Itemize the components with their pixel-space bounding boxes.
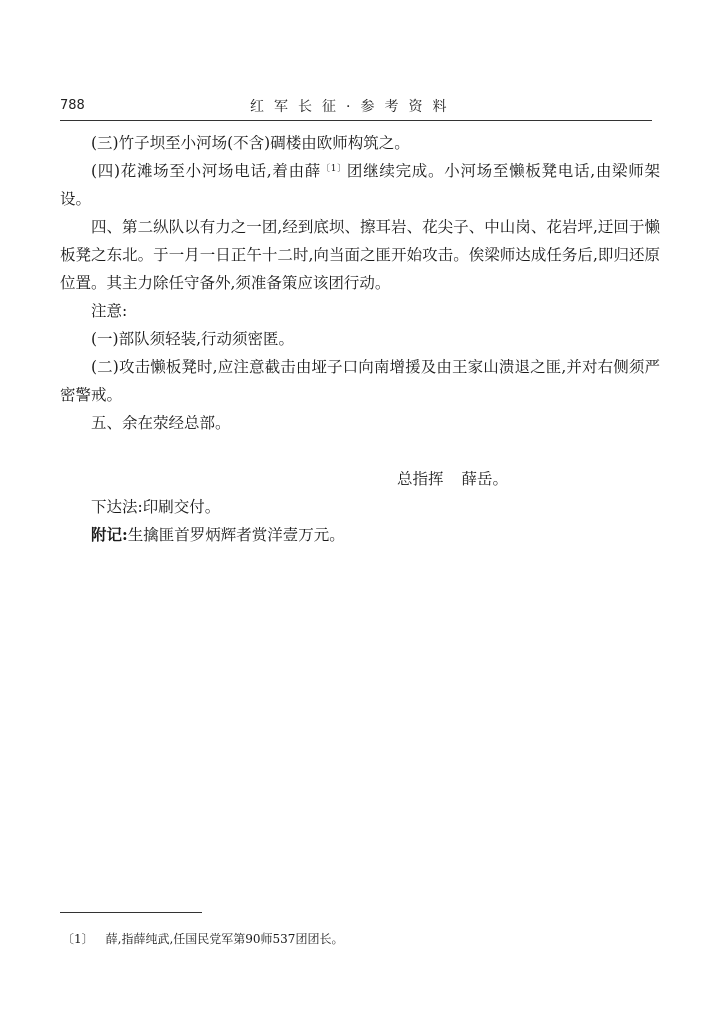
footnote-mark: 〔1〕 — [62, 932, 94, 946]
paragraph-second-column: 四、第二纵队以有力之一团,经到底坝、擦耳岩、花尖子、中山岗、花岩坪,迂回于懒板凳之东北。于一月一日正午十二时,向当面之匪开始攻击。俟梁师达成任务后,即归还原位置。其主力除任守备外,须准备策应该团行动。 — [60, 218, 660, 292]
dispatch-label: 下达法: — [91, 498, 143, 516]
signature-name: 薛岳。 — [461, 470, 509, 488]
closing-notes — [60, 493, 660, 549]
addendum-line — [60, 521, 660, 549]
signature-line — [397, 467, 508, 489]
dispatch-line — [60, 493, 660, 521]
signature-title: 总指挥 — [397, 470, 444, 488]
notice-item-1: (一)部队须轻装,行动须密匿。 — [91, 330, 295, 348]
notice-item-2: (二)攻击懒板凳时,应注意截击由垭子口向南增援及由王家山溃退之匪,并对右侧须严密警戒。 — [60, 358, 660, 404]
addendum-label: 附记: — [91, 525, 128, 544]
running-title: 红军长征·参考资料 — [250, 99, 457, 115]
paragraph-section-5: 五、余在荥经总部。 — [91, 414, 231, 432]
footnote-text: 薛,指薛纯武,任国民党军第90师537团团长。 — [105, 932, 344, 946]
paragraph-section-4-rest: 团继续完成。小河场至懒板凳电话,由梁师架设。 — [60, 162, 660, 208]
page-number: 788 — [60, 98, 85, 113]
footnote-reference: 〔1〕 — [321, 164, 347, 174]
paragraph-section-4-start: (四)花滩场至小河场电话,着由薛 — [91, 162, 322, 180]
page-header — [60, 96, 652, 120]
dispatch-text: 印刷交付。 — [142, 498, 221, 516]
notice-heading: 注意: — [91, 302, 128, 320]
paragraph-section-3: (三)竹子坝至小河场(不含)碉楼由欧师构筑之。 — [91, 134, 410, 152]
paragraph-section-4 — [60, 157, 660, 213]
footnote-rule — [60, 912, 202, 913]
addendum-text: 生擒匪首罗炳辉者赏洋壹万元。 — [127, 526, 345, 544]
header-rule — [60, 120, 652, 121]
footnote — [62, 930, 343, 947]
body-text — [60, 129, 660, 437]
